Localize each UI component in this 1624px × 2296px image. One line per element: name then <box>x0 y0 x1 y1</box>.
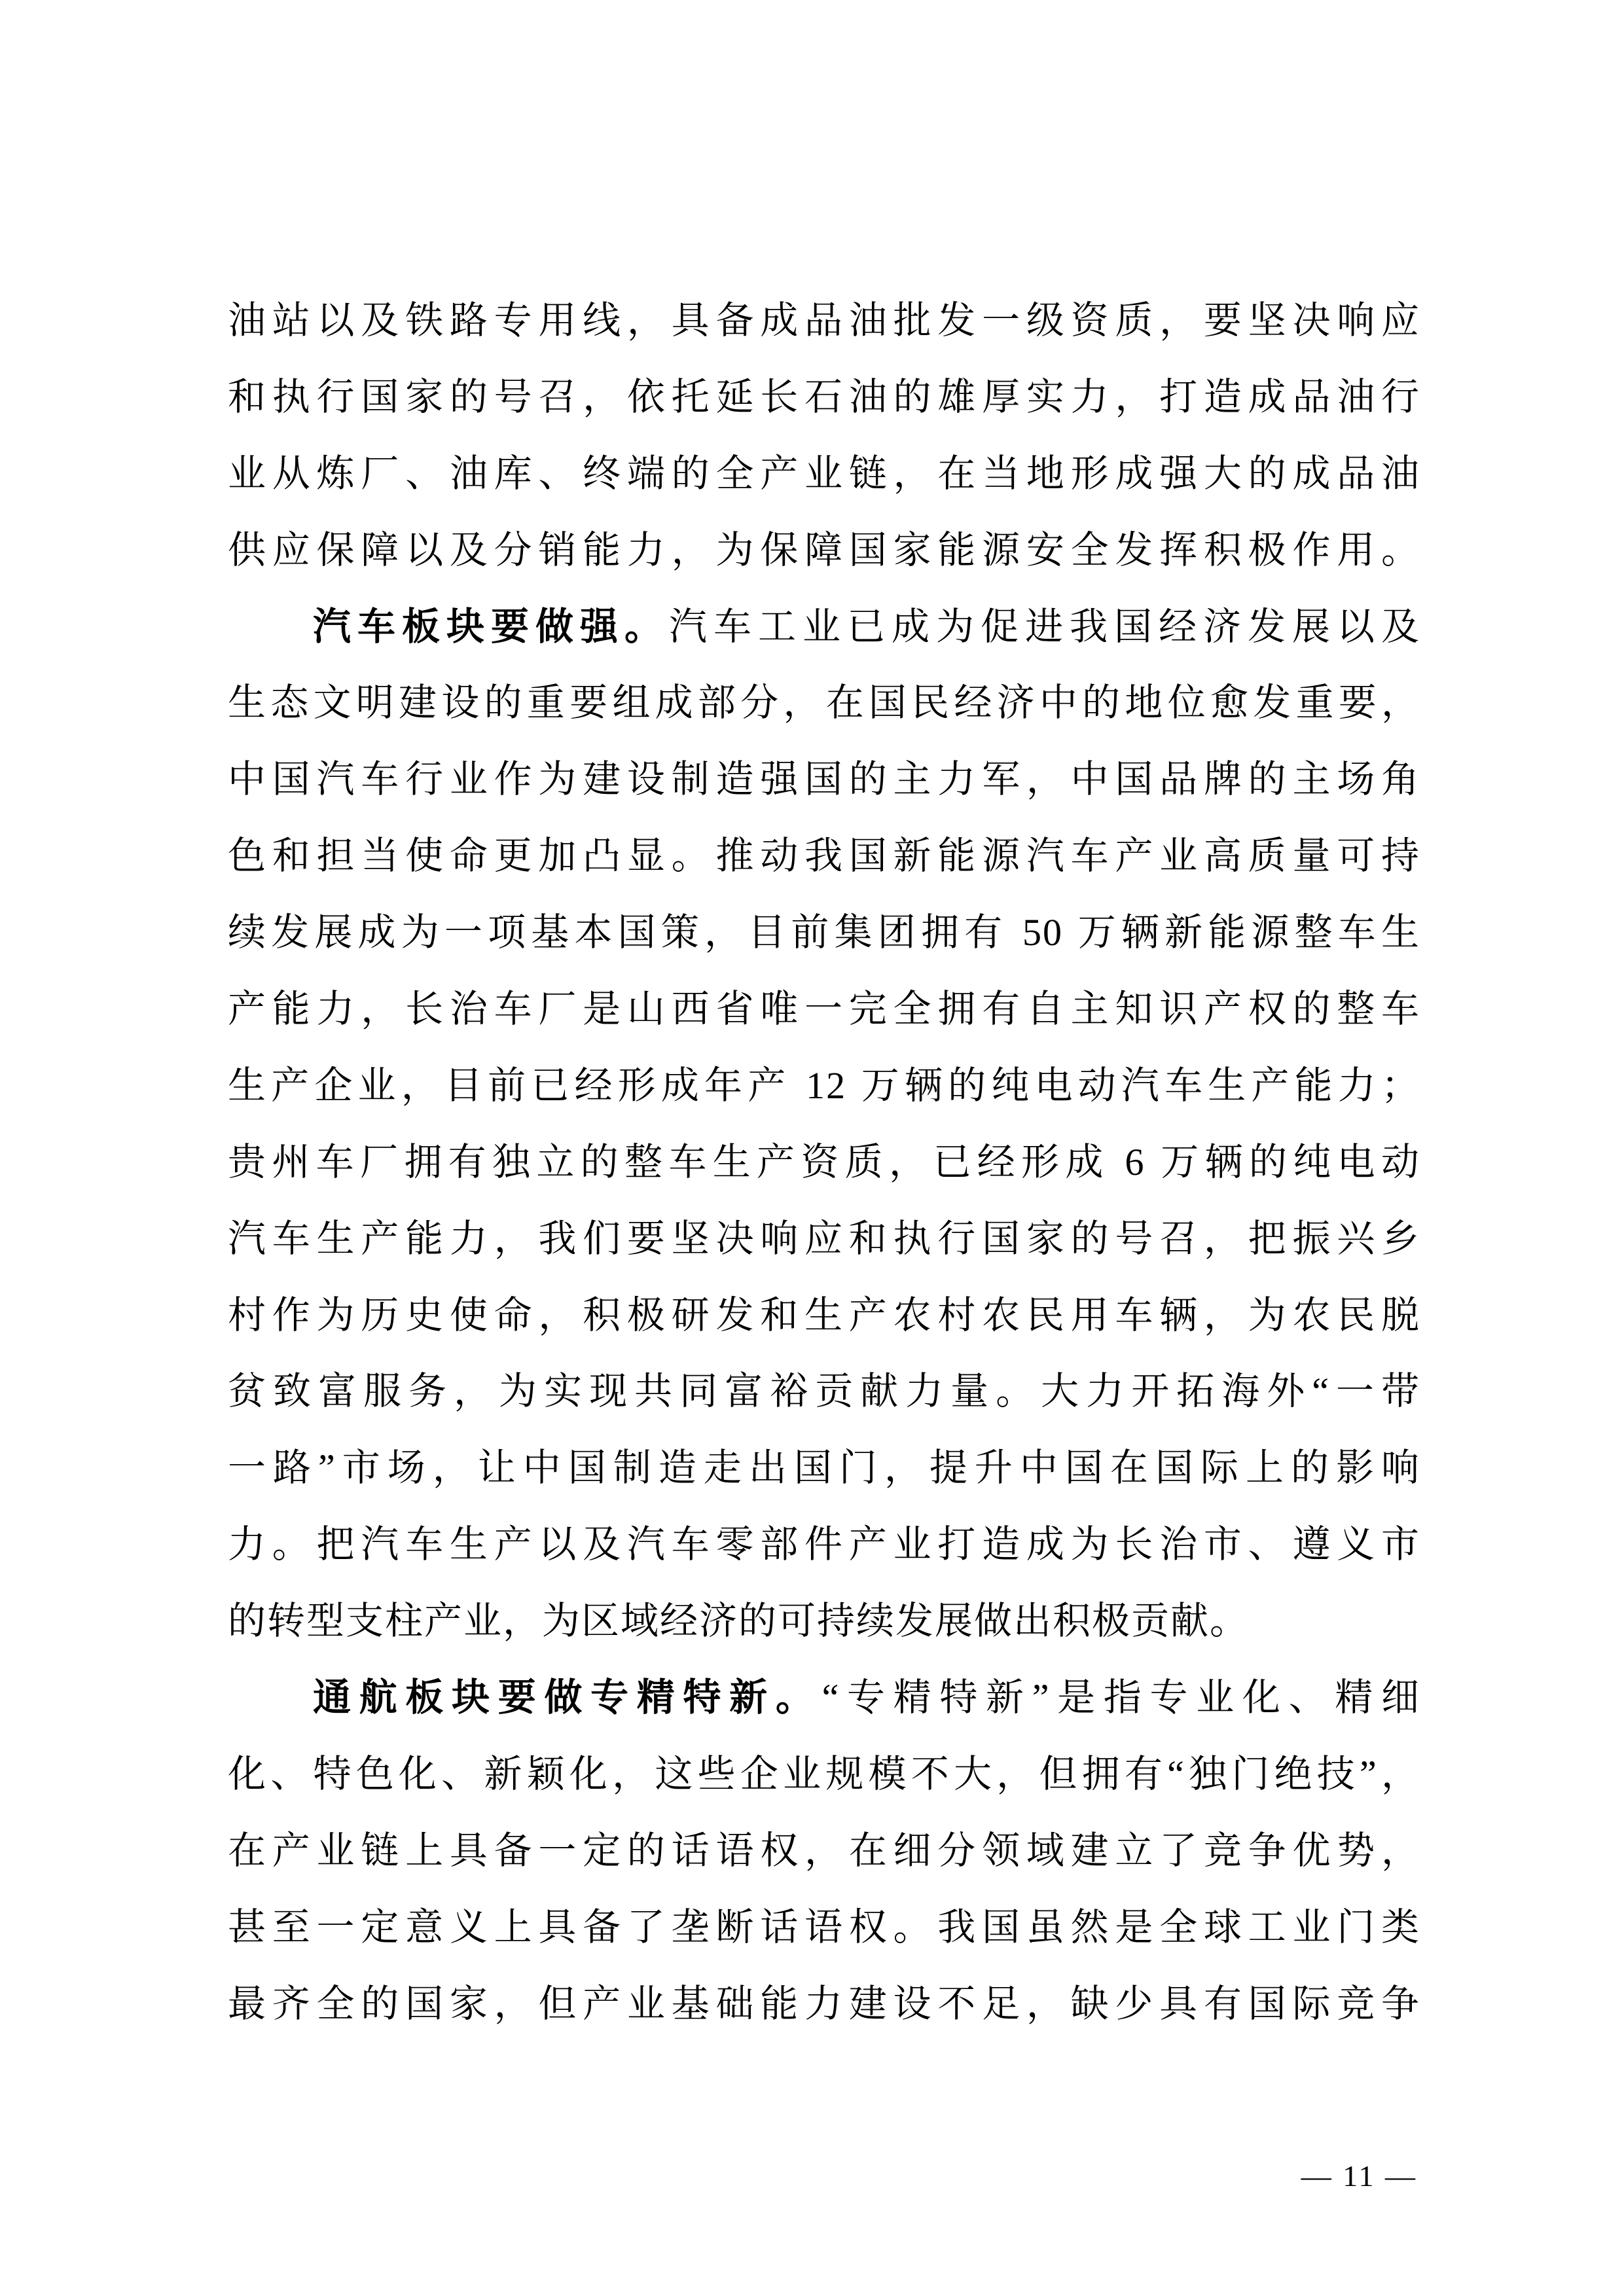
body-text: 供应保障以及分销能力，为保障国家能源安全发挥积极作用。 <box>228 528 1420 571</box>
text-line <box>228 1048 1420 1124</box>
text-line <box>228 589 1420 666</box>
text-line <box>228 283 1420 359</box>
bold-lead-text: 汽车板块要做强。 <box>313 605 669 648</box>
body-text: 业从炼厂、油库、终端的全产业链，在当地形成强大的成品油 <box>228 452 1420 495</box>
text-line <box>228 665 1420 742</box>
text-line <box>228 1124 1420 1201</box>
body-text: 和执行国家的号召，依托延长石油的雄厚实力，打造成品油行 <box>228 375 1420 418</box>
body-text: 在产业链上具备一定的话语权，在细分领域建立了竞争优势， <box>228 1829 1420 1872</box>
text-line <box>228 818 1420 895</box>
body-text: 贵州车厂拥有独立的整车生产资质，已经形成 6 万辆的纯电动 <box>228 1140 1420 1183</box>
text-line <box>228 895 1420 971</box>
text-line <box>228 1430 1420 1507</box>
body-text: “专精特新”是指专业化、精细 <box>821 1676 1420 1719</box>
text-line <box>228 1201 1420 1278</box>
body-text: 续发展成为一项基本国策，目前集团拥有 50 万辆新能源整车生 <box>228 911 1420 954</box>
text-line <box>228 1354 1420 1430</box>
paragraph-1 <box>228 283 1420 589</box>
body-text: 一路”市场，让中国制造走出国门，提升中国在国际上的影响 <box>228 1446 1420 1490</box>
text-line <box>228 1278 1420 1354</box>
text-line <box>228 1813 1420 1890</box>
text-block <box>228 283 1420 2042</box>
text-line <box>228 436 1420 512</box>
body-text: 中国汽车行业作为建设制造强国的主力军，中国品牌的主场角 <box>228 758 1420 801</box>
body-text: 色和担当使命更加凸显。推动我国新能源汽车产业高质量可持 <box>228 834 1420 878</box>
body-text: 甚至一定意义上具备了垄断话语权。我国虽然是全球工业门类 <box>228 1905 1420 1948</box>
body-text: 油站以及铁路专用线，具备成品油批发一级资质，要坚决响应 <box>228 299 1420 342</box>
body-text: 村作为历史使命，积极研发和生产农村农民用车辆，为农民脱 <box>228 1293 1420 1336</box>
bold-lead-text: 通航板块要做专精特新。 <box>313 1676 822 1719</box>
text-line <box>228 1736 1420 1813</box>
text-line <box>228 1890 1420 1966</box>
body-text: 产能力，长治车厂是山西省唯一完全拥有自主知识产权的整车 <box>228 988 1420 1031</box>
text-line <box>228 512 1420 589</box>
paragraph-3 <box>228 1660 1420 2042</box>
body-text: 汽车生产能力，我们要坚决响应和执行国家的号召，把振兴乡 <box>228 1217 1420 1260</box>
text-line <box>228 1583 1420 1660</box>
text-line <box>228 1966 1420 2043</box>
body-text: 生产企业，目前已经形成年产 12 万辆的纯电动汽车生产能力； <box>228 1064 1420 1107</box>
text-line <box>228 1660 1420 1736</box>
body-text: 贫致富服务，为实现共同富裕贡献力量。大力开拓海外“一带 <box>228 1370 1420 1413</box>
text-line <box>228 1507 1420 1583</box>
body-text: 生态文明建设的重要组成部分，在国民经济中的地位愈发重要， <box>228 681 1420 725</box>
body-text: 最齐全的国家，但产业基础能力建设不足，缺少具有国际竞争 <box>228 1982 1420 2025</box>
body-text: 力。把汽车生产以及汽车零部件产业打造成为长治市、遵义市 <box>228 1523 1420 1566</box>
body-text: 化、特色化、新颖化，这些企业规模不大，但拥有“独门绝技”， <box>228 1752 1420 1795</box>
paragraph-2 <box>228 589 1420 1660</box>
body-text: 的转型支柱产业，为区域经济的可持续发展做出积极贡献。 <box>228 1600 1250 1643</box>
page-number: — 11 — <box>1301 2159 1417 2193</box>
text-line <box>228 971 1420 1048</box>
text-line <box>228 359 1420 436</box>
text-line <box>228 742 1420 818</box>
body-text: 汽车工业已成为促进我国经济发展以及 <box>669 605 1420 648</box>
